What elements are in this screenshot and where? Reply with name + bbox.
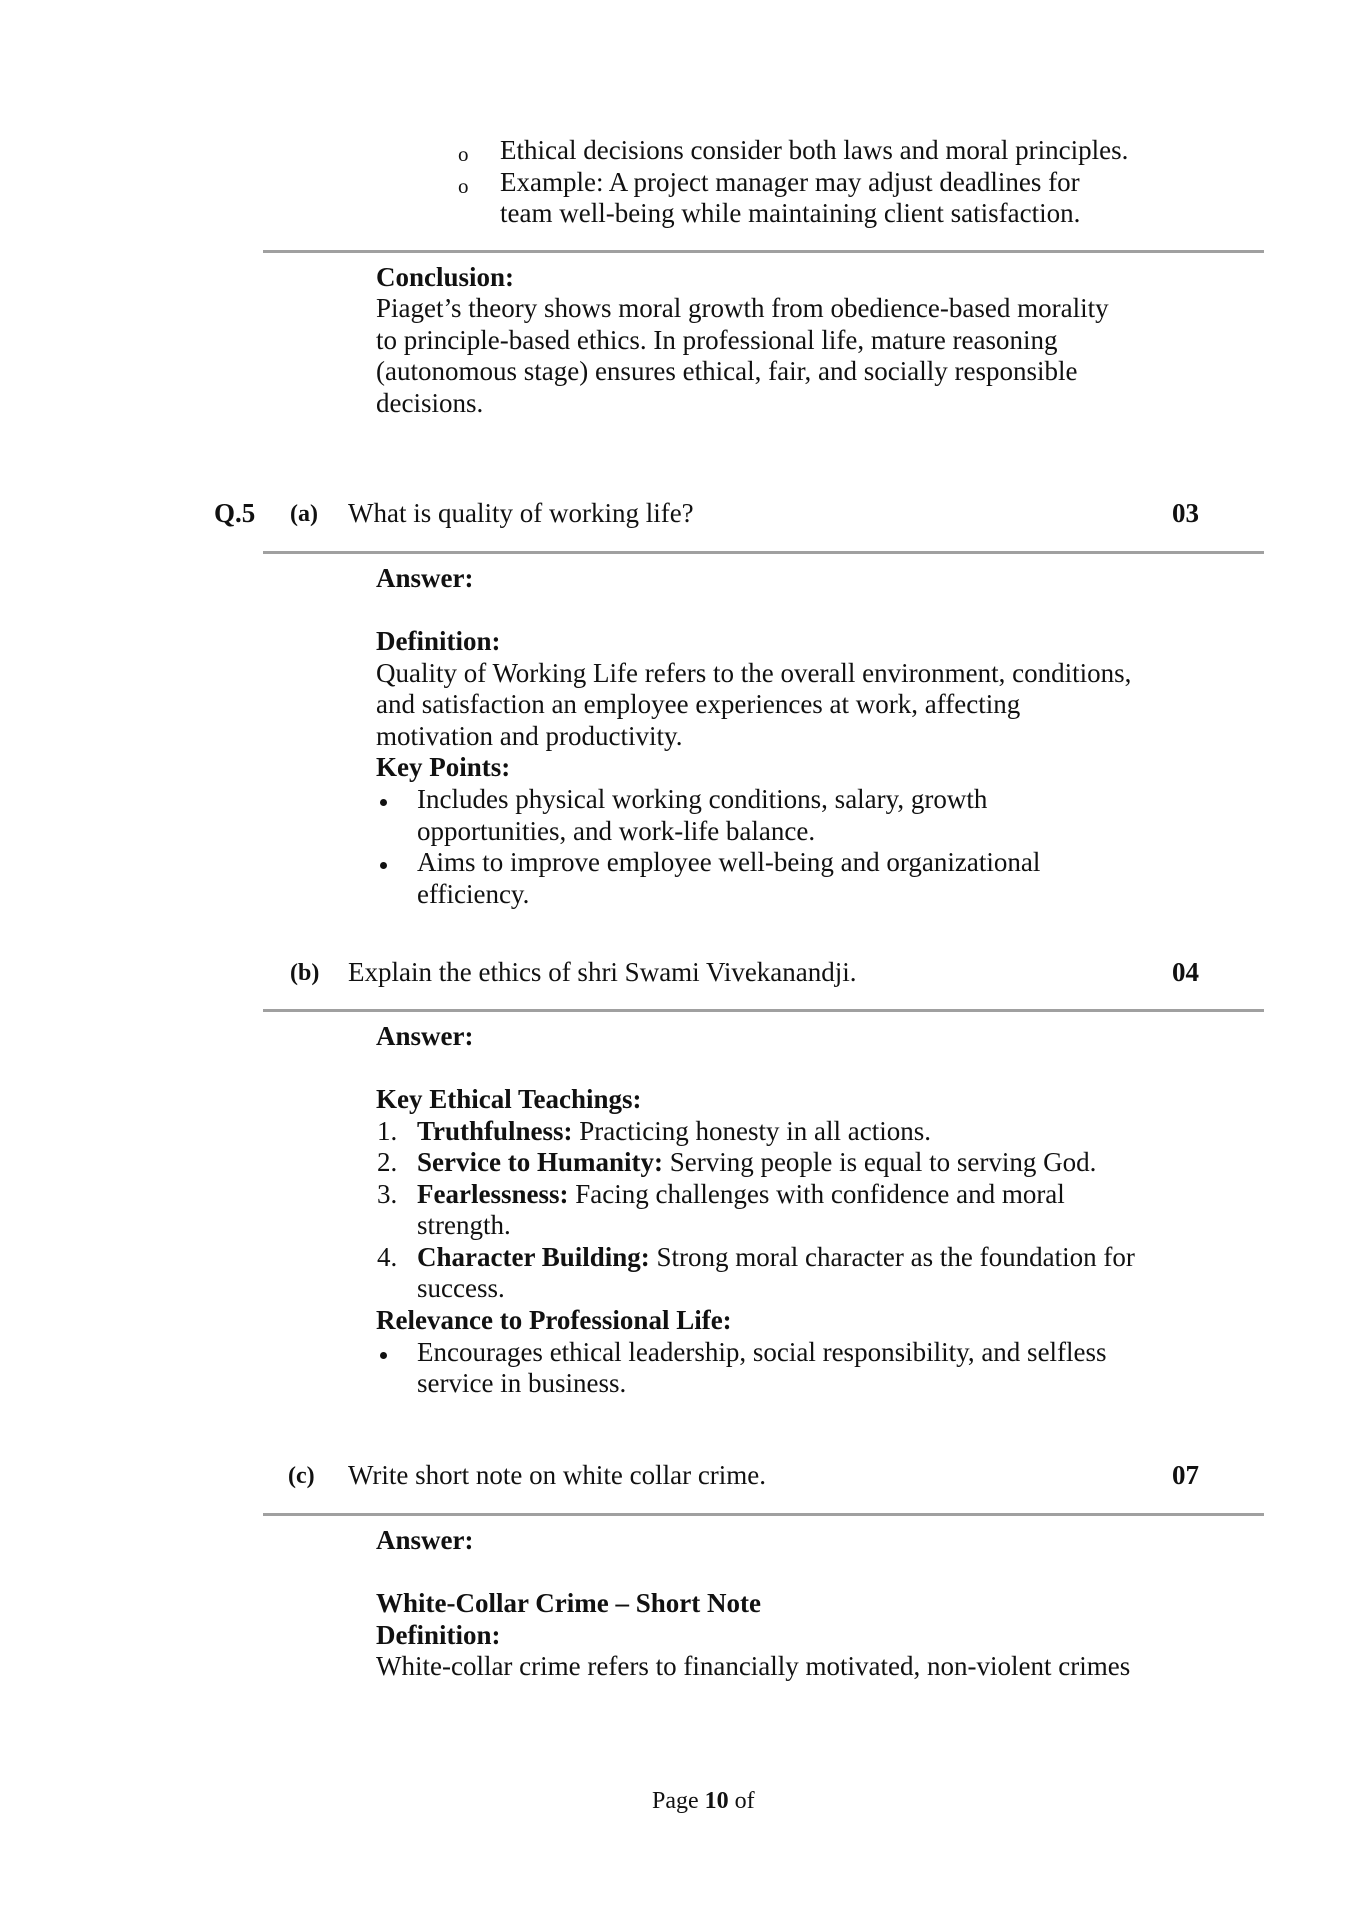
key-point-text-continuation: efficiency.: [417, 879, 530, 909]
conclusion-line: (autonomous stage) ensures ethical, fair, and socially responsible: [376, 356, 1078, 386]
answer-label: Answer:: [376, 1021, 474, 1051]
definition-line: motivation and productivity.: [376, 721, 683, 751]
section-divider: [263, 1513, 1264, 1516]
teaching-text: Facing challenges with confidence and moral: [568, 1179, 1065, 1209]
question-marks: 03: [1172, 498, 1199, 528]
question-marks: 07: [1172, 1460, 1199, 1490]
question-part-label: (b): [290, 960, 320, 986]
list-item: [417, 1146, 1096, 1178]
question-part-label: (c): [288, 1463, 315, 1489]
sub-bullet-marker: o: [458, 174, 469, 198]
teaching-text: Serving people is equal to serving God.: [662, 1147, 1097, 1177]
key-point-text: Includes physical working conditions, salary, growth: [417, 784, 988, 814]
teaching-term: Character Building:: [417, 1242, 650, 1272]
question-text: Explain the ethics of shri Swami Vivekanandji.: [348, 957, 857, 987]
sub-bullet-text-continuation: team well-being while maintaining client satisfaction.: [500, 198, 1081, 228]
note-title: White-Collar Crime – Short Note: [376, 1588, 761, 1618]
page-number: 10: [704, 1788, 729, 1814]
sub-bullet-text: Example: A project manager may adjust deadlines for: [500, 167, 1080, 197]
bullet-dot: [380, 862, 387, 869]
list-item-continuation: strength.: [417, 1210, 511, 1240]
teaching-text: Strong moral character as the foundation for: [649, 1242, 1135, 1272]
conclusion-line: Piaget’s theory shows moral growth from obedience-based morality: [376, 293, 1109, 323]
sub-bullet-marker: o: [458, 142, 469, 166]
list-item: [417, 1115, 931, 1147]
list-number: 2.: [377, 1147, 398, 1177]
list-number: 3.: [377, 1179, 398, 1209]
bullet-dot: [380, 1352, 387, 1359]
definition-line: White-collar crime refers to financially motivated, non-violent crimes: [376, 1651, 1131, 1681]
conclusion-line: decisions.: [376, 388, 484, 418]
question-text: What is quality of working life?: [348, 498, 694, 528]
definition-heading: Definition:: [376, 1620, 501, 1650]
page-suffix: of: [728, 1788, 755, 1814]
list-item: [417, 1178, 1065, 1210]
definition-heading: Definition:: [376, 626, 501, 656]
teaching-text: Practicing honesty in all actions.: [572, 1116, 931, 1146]
conclusion-line: to principle-based ethics. In professional life, mature reasoning: [376, 325, 1058, 355]
relevance-point-text: Encourages ethical leadership, social responsibility, and selfless: [417, 1337, 1107, 1367]
list-number: 1.: [377, 1116, 398, 1146]
list-number: 4.: [377, 1242, 398, 1272]
question-part-label: (a): [290, 501, 318, 527]
question-marks: 04: [1172, 957, 1199, 987]
answer-label: Answer:: [376, 563, 474, 593]
conclusion-heading: Conclusion:: [376, 262, 515, 292]
relevance-heading: Relevance to Professional Life:: [376, 1305, 732, 1335]
teaching-term: Fearlessness:: [417, 1179, 569, 1209]
list-item-continuation: success.: [417, 1273, 505, 1303]
section-divider: [263, 1009, 1264, 1012]
page-footer: [652, 1785, 755, 1817]
question-text: Write short note on white collar crime.: [348, 1460, 767, 1490]
sub-bullet-text: Ethical decisions consider both laws and moral principles.: [500, 135, 1129, 165]
key-point-text: Aims to improve employee well-being and organizational: [417, 847, 1041, 877]
section-divider: [263, 250, 1264, 253]
key-point-text-continuation: opportunities, and work-life balance.: [417, 816, 816, 846]
definition-line: and satisfaction an employee experiences at work, affecting: [376, 689, 1021, 719]
section-divider: [263, 551, 1264, 554]
teaching-term: Service to Humanity:: [417, 1147, 663, 1177]
teachings-heading: Key Ethical Teachings:: [376, 1084, 642, 1114]
relevance-point-text-continuation: service in business.: [417, 1368, 627, 1398]
question-number: Q.5: [214, 498, 256, 528]
answer-label: Answer:: [376, 1525, 474, 1555]
definition-line: Quality of Working Life refers to the overall environment, conditions,: [376, 658, 1132, 688]
bullet-dot: [380, 799, 387, 806]
teaching-term: Truthfulness:: [417, 1116, 573, 1146]
key-points-heading: Key Points:: [376, 752, 511, 782]
page-prefix: Page: [652, 1788, 705, 1814]
list-item: [417, 1241, 1135, 1273]
